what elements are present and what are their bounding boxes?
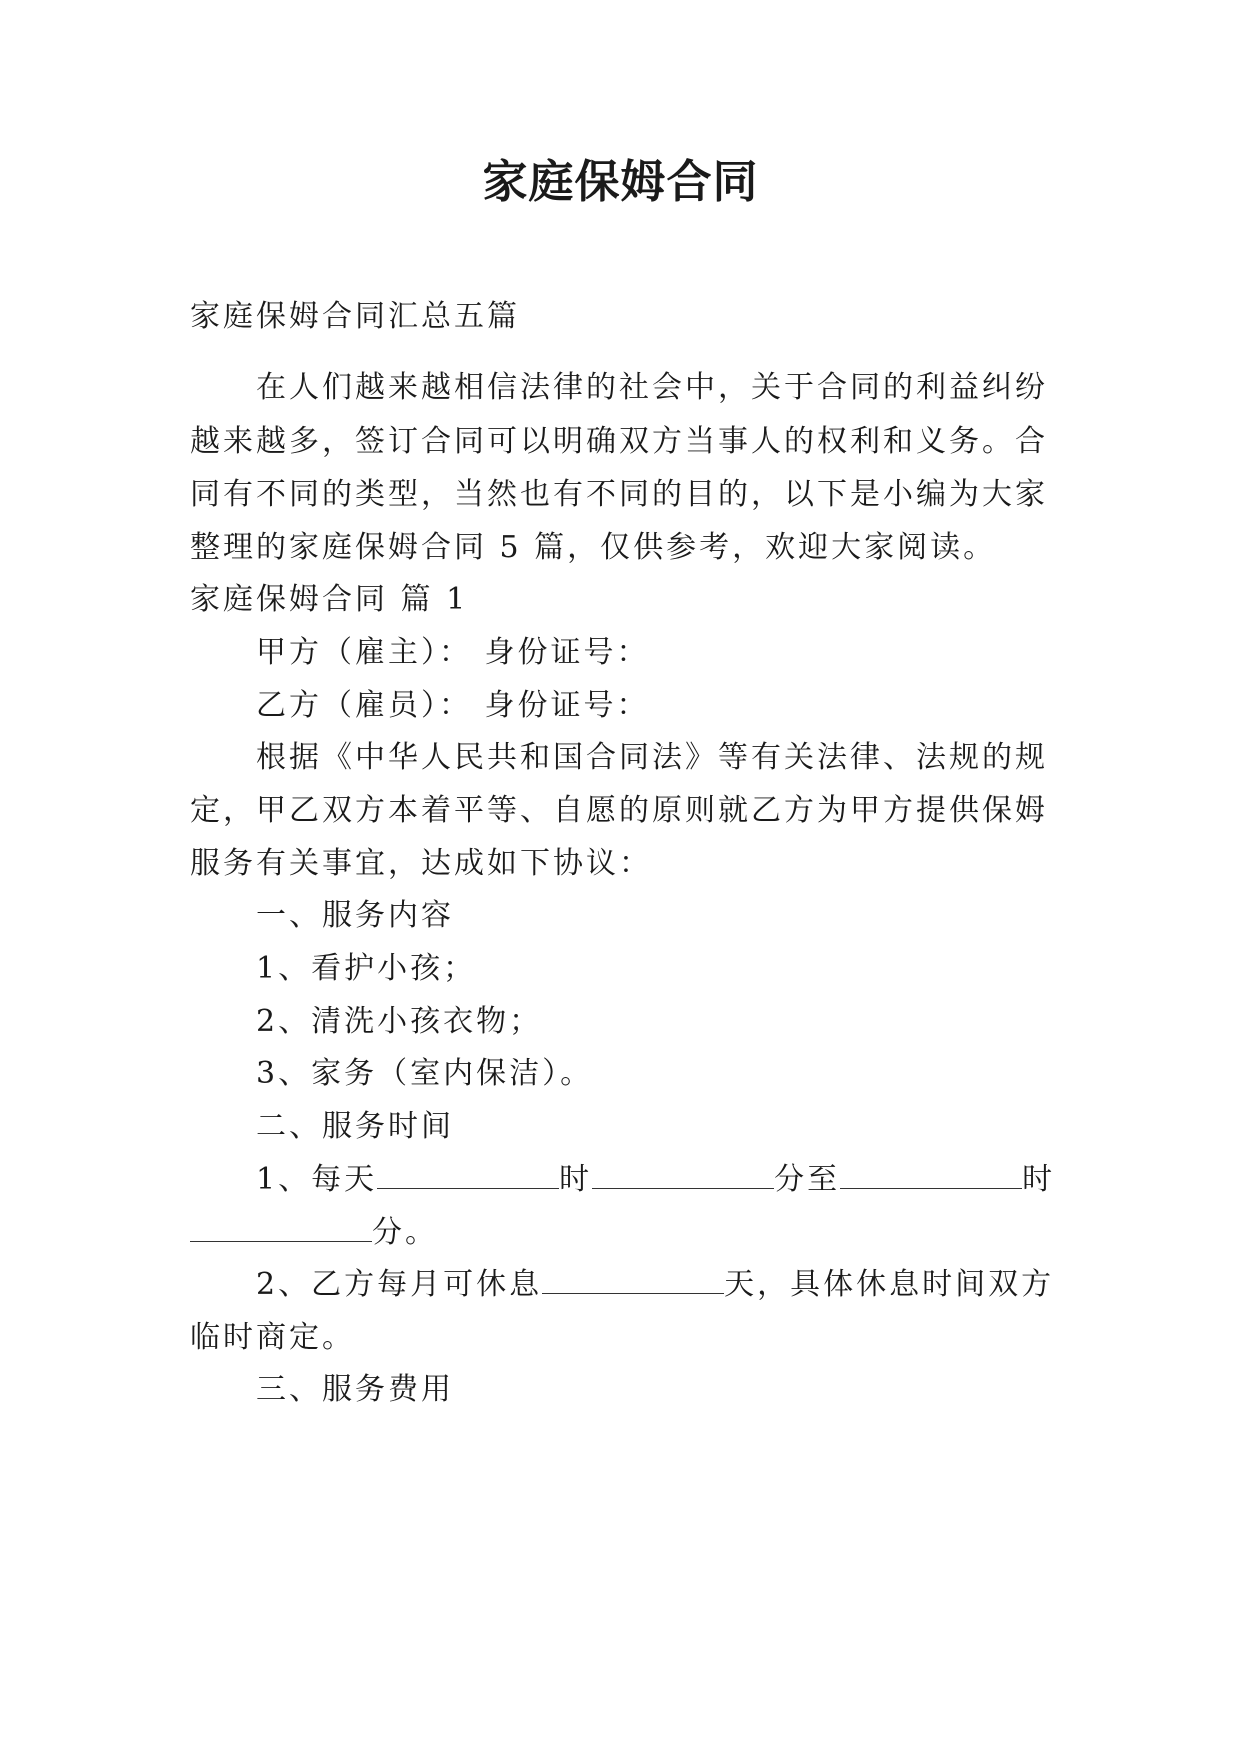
minute-to-unit: 分至 (774, 1162, 841, 1197)
intro-line-4: 整理的家庭保姆合同 5 篇，仅供参考，欢迎大家阅读。 (190, 530, 997, 565)
basis-line-1: 根据《中华人民共和国合同法》等有关法律、法规的规 (256, 740, 1048, 775)
hour-unit-2: 时 (1022, 1162, 1056, 1197)
clause-3-heading: 三、服务费用 (256, 1372, 454, 1407)
document-subtitle: 家庭保姆合同汇总五篇 (190, 299, 520, 334)
clause-1-item-1: 1、看护小孩； (256, 951, 477, 986)
intro-line-3: 同有不同的类型，当然也有不同的目的，以下是小编为大家 (190, 477, 1048, 512)
end-hour-blank[interactable] (840, 1160, 1022, 1189)
basis-line-3: 服务有关事宜，达成如下协议： (190, 846, 652, 881)
clause-2-heading: 二、服务时间 (256, 1109, 454, 1144)
intro-line-2: 越来越多，签订合同可以明确双方当事人的权利和义务。合 (190, 424, 1048, 459)
clause-2-item-1-continuation (190, 1213, 1060, 1253)
party-b-line: 乙方（雇员）： 身份证号： (256, 688, 650, 723)
basis-line-2: 定，甲乙双方本着平等、自愿的原则就乙方为甲方提供保姆 (190, 793, 1048, 828)
clause-2-item-2-suffix: 天，具体休息时间双方 (724, 1267, 1055, 1302)
start-minute-blank[interactable] (592, 1160, 774, 1189)
document-title: 家庭保姆合同 (482, 155, 759, 208)
party-a-line: 甲方（雇主）： 身份证号： (256, 635, 650, 670)
clause-1-heading: 一、服务内容 (256, 898, 454, 933)
rest-days-blank[interactable] (542, 1265, 724, 1294)
start-hour-blank[interactable] (377, 1160, 559, 1189)
minute-end-unit: 分。 (372, 1215, 438, 1250)
clause-2-item-2-prefix: 2、乙方每月可休息 (256, 1267, 543, 1302)
clause-2-item-1-prefix: 1、每天 (256, 1162, 378, 1197)
hour-unit: 时 (559, 1162, 593, 1197)
clause-1-item-3: 3、家务（室内保洁）。 (256, 1056, 594, 1091)
clause-1-item-2: 2、清洗小孩衣物； (256, 1004, 543, 1039)
clause-2-item-2 (256, 1265, 1126, 1305)
section-heading: 家庭保姆合同 篇 1 (190, 582, 469, 617)
intro-line-1: 在人们越来越相信法律的社会中，关于合同的利益纠纷 (256, 370, 1048, 405)
end-minute-blank[interactable] (190, 1213, 372, 1242)
clause-2-item-2-continuation: 临时商定。 (190, 1320, 355, 1355)
clause-2-item-1 (256, 1160, 1126, 1200)
